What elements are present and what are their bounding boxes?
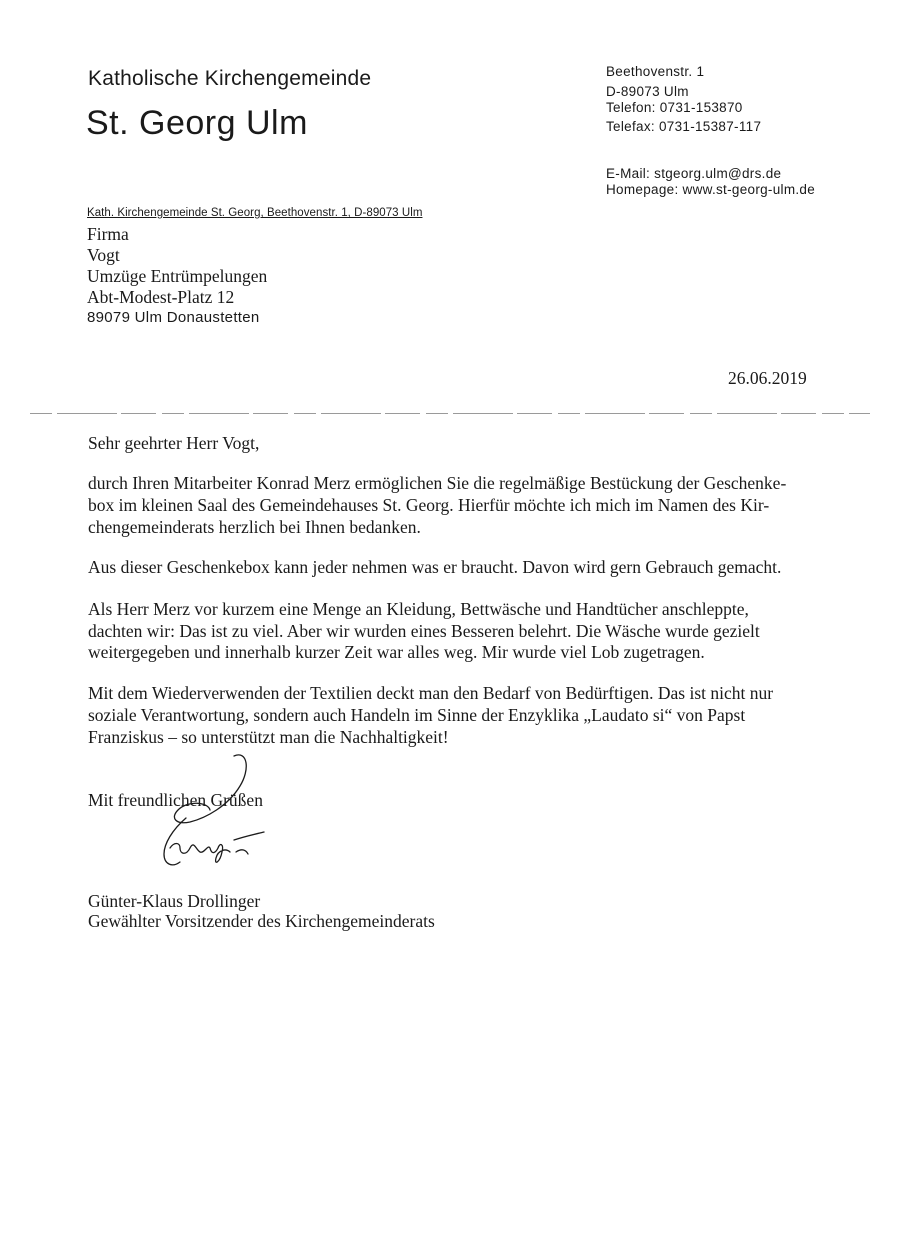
paragraph-line: soziale Verantwortung, sondern auch Handeln im Sinne der Enzyklika „Laudato si“ von Papst: [88, 705, 746, 725]
recipient-line-company: Vogt: [87, 245, 120, 265]
handwritten-signature: [150, 748, 280, 878]
parish-name: St. Georg Ulm: [86, 104, 308, 142]
salutation: Sehr geehrter Herr Vogt,: [88, 433, 260, 453]
paragraph-line: durch Ihren Mitarbeiter Konrad Merz ermöglichen Sie die regelmäßige Bestückung der Geschenke-: [88, 473, 787, 493]
recipient-line-street: Abt-Modest-Platz 12: [87, 287, 235, 307]
recipient-line-company-label: Firma: [87, 224, 129, 244]
contact-street: Beethovenstr. 1: [606, 64, 705, 79]
recipient-line-city: 89079 Ulm Donaustetten: [87, 309, 260, 326]
recipient-line-business: Umzüge Entrümpelungen: [87, 266, 268, 286]
paragraph-line: Aus dieser Geschenkebox kann jeder nehmen was er braucht. Davon wird gern Gebrauch gemacht.: [88, 557, 782, 577]
paragraph-line: Als Herr Merz vor kurzem eine Menge an Kleidung, Bettwäsche und Handtücher anschleppte,: [88, 599, 749, 619]
fold-line: [30, 412, 870, 415]
signer-name: Günter-Klaus Drollinger: [88, 891, 261, 911]
contact-email: E-Mail: stgeorg.ulm@drs.de: [606, 166, 782, 181]
paragraph-line: Mit dem Wiederverwenden der Textilien deckt man den Bedarf von Bedürftigen. Das ist nicht nur: [88, 683, 774, 703]
contact-city: D-89073 Ulm: [606, 84, 689, 99]
organization-name: Katholische Kirchengemeinde: [88, 67, 372, 90]
paragraph-line: weitergegeben und innerhalb kurzer Zeit war alles weg. Mir wurde viel Lob zugetragen.: [88, 642, 705, 662]
paragraph-line: box im kleinen Saal des Gemeindehauses St. Georg. Hierfür möchte ich mich im Namen des Kir-: [88, 495, 770, 515]
letter-date: 26.06.2019: [728, 368, 807, 388]
paragraph-line: chengemeinderats herzlich bei Ihnen bedanken.: [88, 517, 421, 537]
sender-return-address: Kath. Kirchengemeinde St. Georg, Beethovenstr. 1, D-89073 Ulm: [87, 207, 423, 219]
contact-phone: Telefon: 0731-153870: [606, 100, 743, 115]
contact-fax: Telefax: 0731-15387-117: [606, 119, 762, 134]
contact-homepage: Homepage: www.st-georg-ulm.de: [606, 182, 816, 197]
closing: Mit freundlichen Grüßen: [88, 790, 263, 810]
paragraph-line: Franziskus – so unterstützt man die Nachhaltigkeit!: [88, 727, 449, 747]
signer-title: Gewählter Vorsitzender des Kirchengemeinderats: [88, 911, 435, 931]
paragraph-line: dachten wir: Das ist zu viel. Aber wir wurden eines Besseren belehrt. Die Wäsche wurde gezielt: [88, 621, 760, 641]
